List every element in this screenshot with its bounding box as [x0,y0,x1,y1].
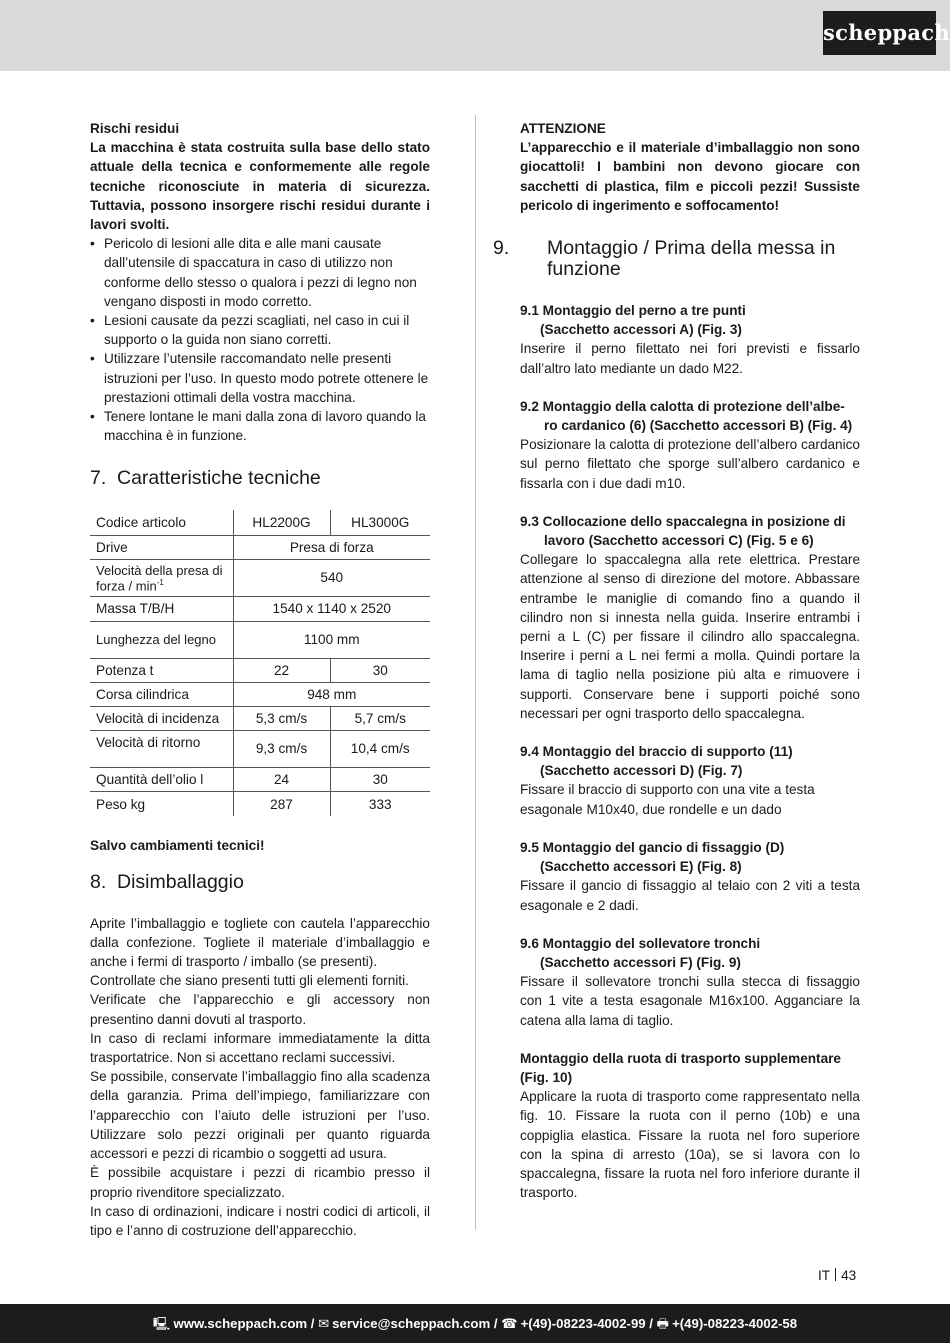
table-cell: HL2200G [233,510,330,535]
superscript: -1 [156,577,164,587]
list-item: • Lesioni causate da pezzi scagliati, nel caso in cui il supporto o la guida non siano corretti. [90,311,430,349]
footer-mail-link[interactable]: service@scheppach.com / [332,1316,498,1331]
unpacking-paragraph: Verificate che l’apparecchio e gli accessory non presentino danni dovuti al trasporto. [90,992,430,1027]
table-cell: 10,4 cm/s [330,730,430,767]
table-row [90,767,430,791]
footer-bar [0,1304,950,1343]
section-number: 8. [90,870,107,893]
subsection-text: Posizionare la calotta di protezione dell’albero cardanico sul perno filettato che sporge sull’albero cardanico e fissarla con i due dadi m10. [520,437,860,491]
brand-logo: scheppach [823,11,936,55]
footer-phone: +(49)-08223-4002-99 / [520,1316,653,1331]
list-item: • Pericolo di lesioni alle dita e alle mani causate dall’utensile di spaccatura in caso di utilizzo non conforme dello stesso o qualora i pezzi di legno non vengano disposti in modo corretto. [90,234,430,311]
subsection-text: Fissare il braccio di supporto con una vite a testa esagonale M10x40, due rondelle e un dado [520,782,815,817]
table-cell: 24 [233,767,330,791]
subsection-heading-line: (Sacchetto accessori A) (Fig. 3) [540,322,742,338]
unpacking-paragraph: In caso di reclami informare immediatamente la ditta trasportatrice. Non si accettano reclami successivi. [90,1030,430,1066]
spacer [520,1030,860,1049]
residual-risks-title: Rischi residui [90,121,180,136]
right-column [493,119,860,1202]
table-row [90,658,430,682]
residual-risks-intro: La macchina è stata costruita sulla base dello stato attuale della tecnica e conformemente alle regole tecniche riconosciute in materia di sicurezza. Tuttavia, possono insorgere rischi residui durante i lavori svolti. [90,140,430,233]
table-row [90,596,430,621]
subsection-heading [520,1049,860,1087]
spacer [520,378,860,397]
section-number: 7. [90,467,107,490]
table-cell: Peso kg [96,796,146,812]
table-cell: 948 mm [233,682,430,706]
table-row [90,510,430,535]
table-cell: 30 [330,767,430,791]
footer-fax: +(49)-08223-4002-58 [672,1316,798,1331]
phone-icon: ☎ [501,1316,518,1331]
unpacking-paragraph: In caso di ordinazioni, indicare i nostri codici di articoli, il tipo e l’anno di costruzione dell’apparecchio. [90,1203,430,1238]
table-row [90,791,430,816]
unpacking-paragraph: È possibile acquistare i pezzi di ricambio presso il proprio rivenditore specializzato. [90,1165,430,1200]
subsection-heading [520,934,860,972]
section-9-heading [493,237,860,281]
section-title: Caratteristiche tecniche [117,467,321,490]
subsection-text: Applicare la ruota di trasporto come rappresentato nella fig. 10. Fissare la ruota con il perno (10b) e una coppiglia elastica. Fissare la ruota nel foro superiore con la spina di arresto (10a), se si lavora con lo spaccalegna, fissare la ruota nel foro inferiore durante il trasporto. [520,1089,860,1201]
table-row [90,535,430,559]
footer-web-link[interactable]: www.scheppach.com / [173,1316,315,1331]
table-cell: 22 [233,658,330,682]
spacer [520,723,860,742]
table-row [90,621,430,658]
subsection-text: Fissare il gancio di fissaggio al telaio con 2 viti a testa esagonale e 2 dadi. [520,878,860,913]
subsection-heading-line: 9.4 Montaggio del braccio di supporto (11) [520,744,793,760]
page-lang: IT [818,1268,831,1283]
spacer [520,819,860,838]
residual-risks-list [90,234,430,445]
section-number: 9. [493,237,510,260]
page-number-value: 43 [841,1268,857,1283]
subsection-heading-line: (Sacchetto accessori F) (Fig. 9) [540,954,741,970]
table-row [90,730,430,767]
section-8-heading [90,872,430,893]
table-cell [90,559,233,596]
left-column [90,119,430,1240]
table-cell: 287 [233,791,330,816]
page-number [818,1266,856,1285]
fax-icon: 🖶 [656,1316,670,1331]
unpacking-paragraph: Aprite l’imballaggio e togliete con cautela l’apparecchio dalla confezione. Togliete il materiale d’imballaggio e anche i fermi di trasporto / imballo (se presenti). [90,915,430,970]
mail-icon: ✉ [318,1316,330,1331]
subsection-heading-line: 9.3 Collocazione dello spaccalegna in posizione di [520,513,846,529]
subsection-heading-line: (Sacchetto accessori D) (Fig. 7) [540,763,743,779]
subsection-heading-line: ro cardanico (6) (Sacchetto accessori B) (Fig. 4) [544,418,853,434]
table-cell: 333 [330,791,430,816]
unpacking-paragraph: Controllate che siano presenti tutti gli elementi forniti. [90,973,409,989]
table-cell: Drive [90,535,233,559]
spacer [520,493,860,512]
cell-label: Velocità della presa di forza / min [96,562,223,594]
warning-text: L’apparecchio e il materiale d’imballaggio non sono giocattoli! I bambini non devono giocare con sacchetti di plastica, film e piccoli pezzi! Sussiste pericolo di ingerimento e soffocamento! [520,140,860,213]
subsection-heading-line: lavoro (Sacchetto accessori C) (Fig. 5 e 6) [544,533,814,549]
subsection-heading [520,512,860,550]
table-row [90,682,430,706]
subsection-heading-line: (Sacchetto accessori E) (Fig. 8) [540,859,742,875]
subsection-heading [520,301,860,339]
table-cell: Potenza t [90,658,233,682]
warning-title: ATTENZIONE [520,121,606,136]
table-cell: 1100 mm [233,621,430,658]
spec-note: Salvo cambiamenti tecnici! [90,838,265,854]
table-row [90,559,430,596]
computer-icon: 🖳 [152,1316,171,1331]
table-cell: 1540 x 1140 x 2520 [233,596,430,621]
subsection-heading-line: Montaggio della ruota di trasporto supplementare [520,1050,841,1066]
table-cell: Velocità di ritorno [90,730,233,767]
subsection-heading-line: 9.6 Montaggio del sollevatore tronchi [520,935,761,951]
specs-table [90,510,430,816]
table-cell: 9,3 cm/s [233,730,330,767]
section-7-heading [90,468,430,489]
subsection-text: Fissare il sollevatore tronchi sulla stecca di fissaggio con 1 vite a testa esagonale M16x100. Agganciare la catena alla lama di taglio. [520,974,860,1028]
table-cell: Massa T/B/H [90,596,233,621]
table-row [90,706,430,730]
table-cell: 30 [330,658,430,682]
section-title: Montaggio / Prima della messa in funzione [547,237,836,281]
table-cell: Codice articolo [90,510,233,535]
subsection-heading-line: 9.2 Montaggio della calotta di protezione dell’albe- [520,398,845,414]
header-band [0,0,950,71]
subsection-heading [520,397,860,435]
table-cell: 540 [233,559,430,596]
subsection-heading-line: 9.5 Montaggio del gancio di fissaggio (D) [520,839,785,855]
table-cell: Velocità di incidenza [90,706,233,730]
table-cell: 5,7 cm/s [330,706,430,730]
unpacking-paragraph: Se possibile, conservate l’imballaggio fino alla scadenza della garanzia. Prima dell’impiego, familiarizzare con l’apparecchio con l’aiuto delle istruzioni per l’uso. Utilizzare solo pezzi originali per quanto riguarda accessori e pezzi di ricambio o soggetti ad usura. [90,1069,430,1162]
subsection-text: Inserire il perno filettato nei fori previsti e fissarlo dall’altro lato mediante un dado M22. [520,341,860,376]
subsection-text: Collegare lo spaccalegna alla rete elettrica. Prestare attenzione al senso di direzione del motore. Abbassare entrambe le maniglie di comando fino a quando il cilindro non si innesta nella guida. Inserire entrambi i perni a L (C) per fissare il cilindro allo spaccalegna. Inserire i perni a L nei fermi a molla. Quindi portare la lama di taglio nella posizione più alta e rimuovere i supporti. Conservare bene i supporti poiché sono necessari per ogni trasporto dello spaccalegna. [520,552,860,721]
table-cell: 5,3 cm/s [233,706,330,730]
column-divider [475,115,476,1230]
section-title: Disimballaggio [117,870,244,893]
list-item: • Tenere lontane le mani dalla zona di lavoro quando la macchina è in funzione. [90,407,430,445]
table-cell: Lunghezza del legno [90,621,233,658]
list-item: • Utilizzare l’utensile raccomandato nelle presenti istruzioni per l’uso. In questo modo potrete ottenere le prestazioni ottimali della vostra macchina. [90,349,430,407]
table-cell: Quantità dell’olio l [90,767,233,791]
table-cell: Presa di forza [233,535,430,559]
table-cell: HL3000G [330,510,430,535]
subsection-heading-line: 9.1 Montaggio del perno a tre punti [520,303,746,319]
subsection-heading [520,838,860,876]
page-number-divider [835,1268,836,1281]
subsection-heading-line: (Fig. 10) [520,1069,573,1085]
subsection-heading [520,742,860,780]
spacer [520,915,860,934]
table-cell: Corsa cilindrica [90,682,233,706]
